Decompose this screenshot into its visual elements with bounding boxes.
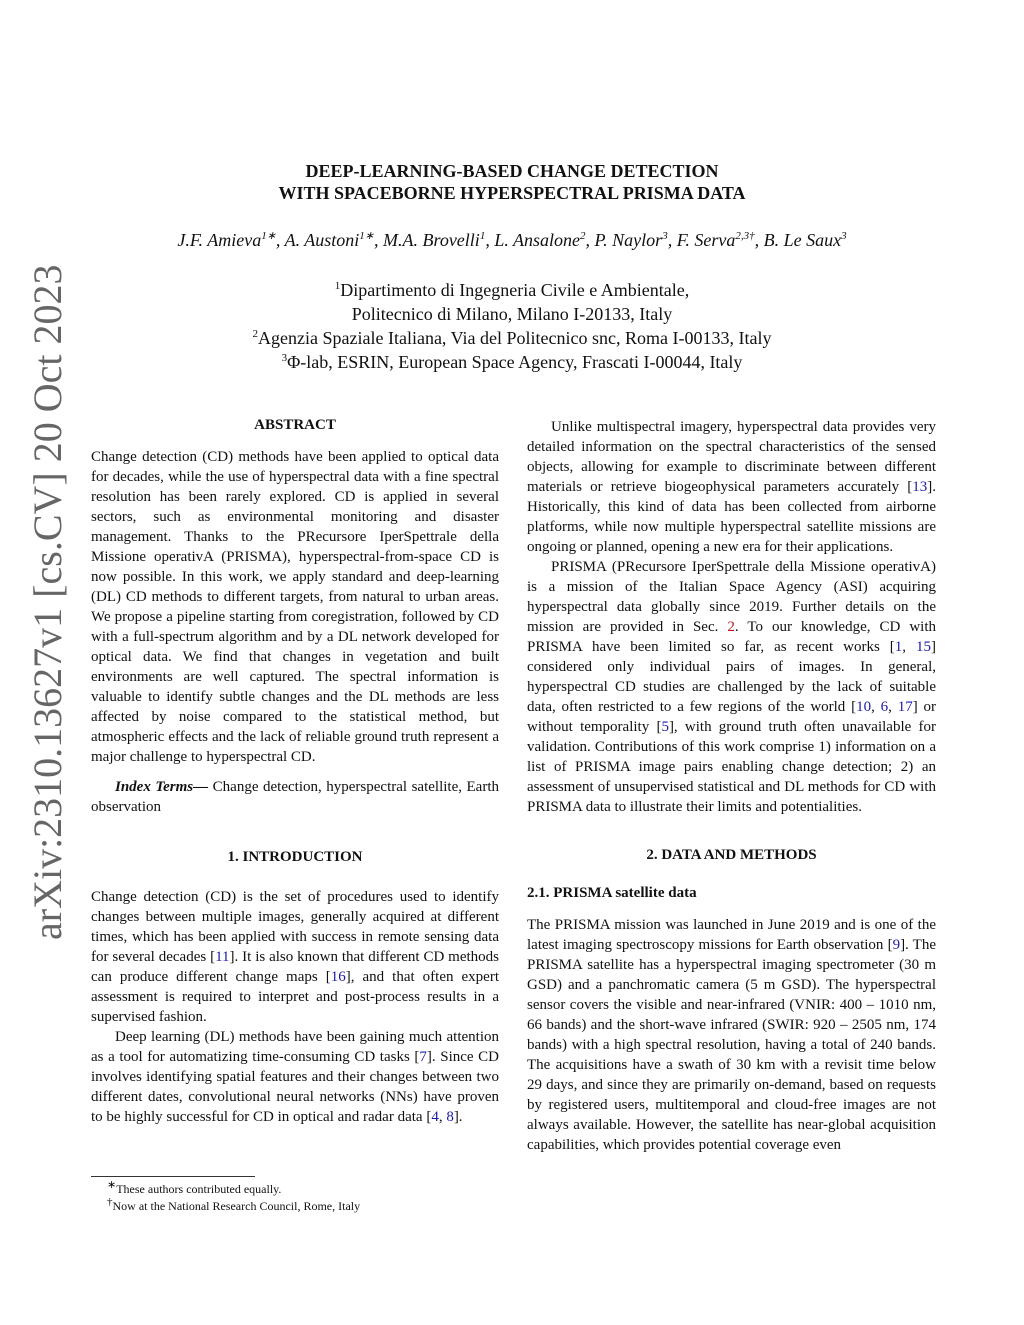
author: P. Naylor [594, 230, 663, 250]
text: , [902, 639, 916, 655]
text: The PRISMA mission was launched in June 2019 and is one of the latest imaging spectroscopy missions for Earth observation [ [527, 917, 936, 953]
affil-sup: 2 [252, 328, 259, 340]
author: B. Le Saux [763, 230, 842, 250]
left-column [91, 415, 499, 1127]
footnote-mark: ∗ [107, 1179, 117, 1191]
text: Deep learning (DL) methods have been gaining much attention as a tool for automatizing time-consuming CD tasks [ [91, 1029, 499, 1065]
footnote-2 [91, 1198, 360, 1215]
citation-link[interactable]: 8 [446, 1109, 454, 1125]
author-sup: 2,3† [735, 230, 755, 242]
citation-link[interactable]: 4 [431, 1109, 439, 1125]
text: ] or without temporality [ [527, 699, 936, 735]
right-paragraph-1 [527, 417, 936, 557]
text: , [871, 699, 881, 715]
text: ], with ground truth often unavailable for validation. Contributions of this work comprise 1) information on a list of PRISMA image pairs enabling change detection; 2) an assessment of unsupervised statistical and DL methods for CD with PRISMA data to illustrate their limits and potentialities. [527, 719, 936, 815]
citation-link[interactable]: 9 [892, 937, 901, 953]
index-terms [91, 777, 499, 817]
abstract-text: Change detection (CD) methods have been applied to optical data for decades, while the use of hyperspectral data with a fine spectral resolution has been rarely explored. CD is applied in several sectors, such as environmental monitoring and disaster management. Thanks to the PRecursore IperSpettrale della Missione operativA (PRISMA), hyperspectral-from-space CD is now possible. In this work, we apply standard and deep-learning (DL) CD methods to different targets, from natural to urban areas. We propose a pipeline starting from coregistration, followed by CD with a full-spectrum algorithm and by a DL network developed for optical data. We find that changes in vegetation and built environments are well captured. The spectral information is valuable to identify subtle changes and the DL methods are less affected by noise compared to the statistical method, but atmospheric effects and the lack of reliable ground truth represent a major challenge to hyperspectral CD. [91, 449, 499, 765]
text: . To our knowledge, CD with PRISMA have been limited so far, as recent works [ [527, 619, 936, 655]
paper-title [0, 160, 1024, 204]
footnote-text: These authors contributed equally. [116, 1182, 282, 1196]
author-sup: 3 [841, 230, 847, 242]
text: , [888, 699, 898, 715]
citation-link[interactable]: 16 [330, 969, 346, 985]
prisma-subheading: 2.1. PRISMA satellite data [527, 885, 697, 901]
footnote-1 [91, 1181, 360, 1198]
affil-sup: 1 [334, 280, 341, 292]
citation-link[interactable]: 5 [661, 719, 669, 735]
author-sup: 1∗ [359, 230, 374, 242]
text: ]. Since CD involves identifying spatial features and their changes between two different dates, convolutional neural networks (NNs) have proven to be highly successful for CD in optical and radar data [ [91, 1049, 499, 1125]
footnotes [91, 1176, 360, 1215]
intro-paragraph-2 [91, 1027, 499, 1127]
affiliations [0, 278, 1024, 374]
author: L. Ansalone [494, 230, 580, 250]
abstract-heading: ABSTRACT [254, 417, 336, 433]
author: A. Austoni [284, 230, 360, 250]
affil-text: Dipartimento di Ingegneria Civile e Ambientale, [340, 280, 690, 300]
affil-text: Agenzia Spaziale Italiana, Via del Politecnico snc, Roma I-00133, Italy [258, 328, 772, 348]
text: ]. [453, 1109, 463, 1125]
right-paragraph-2 [527, 557, 936, 817]
affiliation-1-line-1 [0, 278, 1024, 302]
right-paragraph-3 [527, 915, 936, 1155]
text: ]. The PRISMA satellite has a hyperspectral imaging spectrometer (30 m GSD) and a panchromatic camera (5 m GSD). The hyperspectral sensor covers the visible and near-infrared (VNIR: 400 – 1010 nm, 66 bands) and the short-wave infrared (SWIR: 920 – 2505 nm, 174 bands) with a high spectral resolution, having a total of 240 bands. The acquisitions have a swath of 30 km with a revisit time below 29 days, and since they are primarily on-demand, based on requests by registered users, multitemporal and cloud-free images are not always available. However, the satellite has near-global acquisition capabilities, which provides potential coverage even [527, 937, 936, 1153]
citation-link[interactable]: 17 [897, 699, 913, 715]
section-link[interactable]: 2 [727, 619, 735, 635]
citation-link[interactable]: 11 [215, 949, 230, 965]
footnote-rule [91, 1176, 255, 1177]
affiliation-3 [0, 350, 1024, 374]
author: M.A. Brovelli [383, 230, 480, 250]
citation-link[interactable]: 6 [880, 699, 889, 715]
index-terms-label: Index Terms— [115, 779, 209, 795]
footnote-mark: † [107, 1196, 113, 1208]
author-sup: 2 [580, 230, 586, 242]
author-sup: 1∗ [261, 230, 276, 242]
citation-link[interactable]: 7 [419, 1049, 427, 1065]
text: Change detection (CD) is the set of procedures used to identify changes between multiple images, generally acquired at different times, which has been applied with success in remote sensing data for several decades [ [91, 889, 499, 965]
right-column [527, 417, 936, 1155]
affil-sup: 3 [281, 352, 288, 364]
data-methods-heading: 2. DATA AND METHODS [646, 847, 817, 863]
author-sup: 1 [479, 230, 486, 242]
text: ] considered only individual pairs of images. In general, hyperspectral CD studies are challenged by the lack of suitable data, often restricted to a few regions of the world [ [527, 639, 936, 715]
intro-heading: 1. INTRODUCTION [227, 849, 363, 865]
citation-link[interactable]: 13 [912, 479, 928, 495]
text: PRISMA (PRecursore IperSpettrale della Missione operativA) is a mission of the Italian Space Agency (ASI) acquiring hyperspectral data globally since 2019. Further details on the mission are provided in Sec. [527, 559, 936, 635]
affiliation-1-line-2: Politecnico di Milano, Milano I-20133, Italy [351, 304, 673, 324]
author: F. Serva [676, 230, 736, 250]
intro-paragraph-1 [91, 887, 499, 1027]
author: J.F. Amieva [177, 230, 262, 250]
arxiv-side-label: arXiv:2310.13627v1 [cs.CV] 20 Oct 2023 [25, 264, 70, 940]
text: ], and that often expert assessment is required to interpret and post-process results in a supervised fashion. [91, 969, 499, 1025]
citation-link[interactable]: 15 [916, 639, 931, 655]
citation-link[interactable]: 1 [894, 639, 903, 655]
affil-text: Φ-lab, ESRIN, European Space Agency, Frascati I-00044, Italy [287, 352, 743, 372]
author-list: J.F. Amieva$^{1∗}$, A. Austoni$^{1∗}$, M.A. Brovelli$^1$, L. Ansalone$^2$, P. Naylor$^3$, F. Serva$^{2,3\dagger}$, B. Le Saux$^3$ [177, 230, 847, 250]
author-sup: 3 [662, 230, 668, 242]
title-line-2: WITH SPACEBORNE HYPERSPECTRAL PRISMA DATA [278, 183, 746, 203]
footnote-text: Now at the National Research Council, Rome, Italy [112, 1199, 361, 1213]
affiliation-2 [0, 326, 1024, 350]
text: , [438, 1109, 447, 1125]
text: Unlike multispectral imagery, hyperspectral data provides very detailed information on the spectral characteristics of the sensed objects, allowing for example to discriminate between different materials or retrieve biogeophysical parameters accurately [ [527, 419, 936, 495]
index-terms-text: Change detection, hyperspectral satellite, Earth observation [91, 779, 499, 815]
text: ]. Historically, this kind of data has been collected from airborne platforms, while now multiple hyperspectral satellite missions are ongoing or planned, opening a new era for their applications. [527, 479, 936, 555]
title-line-1: DEEP-LEARNING-BASED CHANGE DETECTION [305, 161, 719, 181]
text: ]. It is also known that different CD methods can produce different change maps [ [91, 949, 499, 985]
citation-link[interactable]: 10 [856, 699, 872, 715]
